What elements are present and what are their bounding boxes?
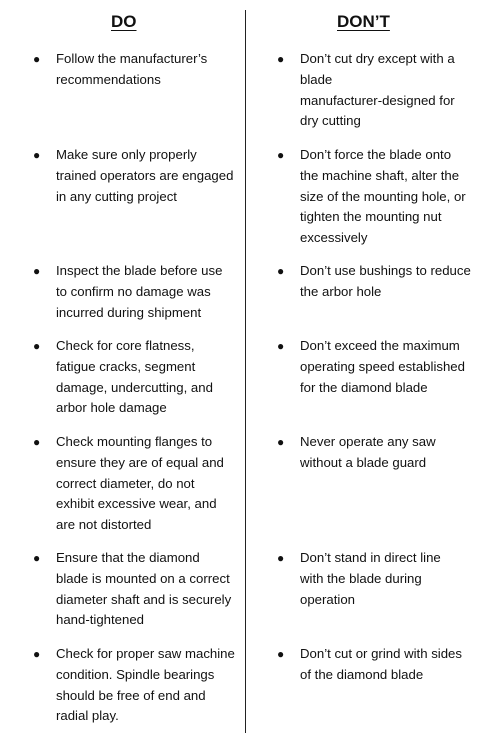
dont-item-line: Don’t use bushings to reduce [300, 263, 471, 278]
do-item-line: Inspect the blade before use [56, 263, 223, 278]
dont-item-line: for the diamond blade [300, 379, 428, 395]
do-item-line: fatigue cracks, segment [56, 358, 196, 374]
bullet-icon: ● [33, 647, 41, 661]
bullet-icon: ● [33, 435, 41, 449]
dont-item-line: Don’t cut or grind with sides [300, 646, 462, 661]
do-item [33, 49, 242, 91]
dont-item-line: size of the mounting hole, or [300, 188, 466, 204]
dont-item [277, 548, 478, 610]
dont-item [277, 49, 478, 132]
do-item-line: hand-tightened [56, 612, 144, 628]
do-item-line: should be free of end and [56, 687, 206, 703]
dont-heading: DON’T [337, 12, 390, 31]
dont-item [277, 644, 478, 686]
dont-item-line: of the diamond blade [300, 666, 424, 682]
do-item-line: to confirm no damage was [56, 283, 211, 299]
dont-item-line: Don’t force the blade onto [300, 147, 452, 162]
dont-item-line: operating speed established [300, 358, 465, 374]
dont-item [277, 432, 478, 474]
dont-item-line: Never operate any saw [300, 434, 436, 449]
dont-item-line: the machine shaft, alter the [300, 167, 460, 183]
do-item-line: Check for core flatness, [56, 338, 195, 353]
bullet-icon: ● [33, 551, 41, 565]
bullet-icon: ● [33, 148, 41, 162]
dont-item [277, 336, 478, 398]
do-item [33, 145, 242, 207]
dont-item-line: the arbor hole [300, 283, 382, 299]
dont-item-line: Don’t cut dry except with a [300, 51, 455, 66]
bullet-icon: ● [277, 551, 285, 565]
do-item-line: are not distorted [56, 517, 152, 533]
do-item-line: incurred during shipment [56, 304, 202, 320]
do-item-line: ensure they are of equal and [56, 454, 224, 470]
bullet-icon: ● [277, 148, 285, 162]
dont-item-line: dry cutting [300, 113, 361, 129]
do-item-line: radial play. [56, 708, 119, 724]
dont-item [277, 145, 478, 249]
column-divider [245, 10, 246, 733]
do-item-line: damage, undercutting, and [56, 379, 213, 395]
do-item [33, 261, 242, 323]
do-item-line: arbor hole damage [56, 400, 167, 416]
do-item [33, 432, 242, 536]
do-item-line: diameter shaft and is securely [56, 591, 232, 607]
dont-item-line: Don’t exceed the maximum [300, 338, 460, 353]
do-item-line: Ensure that the diamond [56, 550, 200, 565]
bullet-icon: ● [33, 264, 41, 278]
do-item-line: Check for proper saw machine [56, 646, 235, 661]
do-item [33, 336, 242, 419]
do-item-line: correct diameter, do not [56, 475, 195, 491]
do-item-line: in any cutting project [56, 188, 177, 204]
do-item [33, 644, 242, 727]
bullet-icon: ● [277, 339, 285, 353]
bullet-icon: ● [277, 52, 285, 66]
do-item-line: trained operators are engaged [56, 167, 234, 183]
bullet-icon: ● [33, 339, 41, 353]
do-item-line: Make sure only properly [56, 147, 197, 162]
do-heading: DO [111, 12, 137, 31]
bullet-icon: ● [277, 435, 285, 449]
do-item-line: exhibit excessive wear, and [56, 496, 217, 512]
do-item-line: blade is mounted on a correct [56, 570, 230, 586]
do-item-line: condition. Spindle bearings [56, 666, 215, 682]
bullet-icon: ● [33, 52, 41, 66]
dont-item-line: operation [300, 591, 355, 607]
dont-item-line: blade [300, 71, 333, 87]
dont-item-line: excessively [300, 230, 368, 246]
do-item-line: Follow the manufacturer’s [56, 51, 208, 66]
bullet-icon: ● [277, 647, 285, 661]
dont-item-line: tighten the mounting nut [300, 209, 442, 225]
bullet-icon: ● [277, 264, 285, 278]
do-item-line: Check mounting flanges to [56, 434, 213, 449]
dont-item-line: Don’t stand in direct line [300, 550, 441, 565]
dont-item-line: without a blade guard [300, 454, 427, 470]
dont-item-line: manufacturer-designed for [300, 92, 455, 108]
do-item-line: recommendations [56, 71, 161, 87]
dont-item [277, 261, 478, 303]
do-item [33, 548, 242, 631]
dont-item-line: with the blade during [300, 570, 422, 586]
